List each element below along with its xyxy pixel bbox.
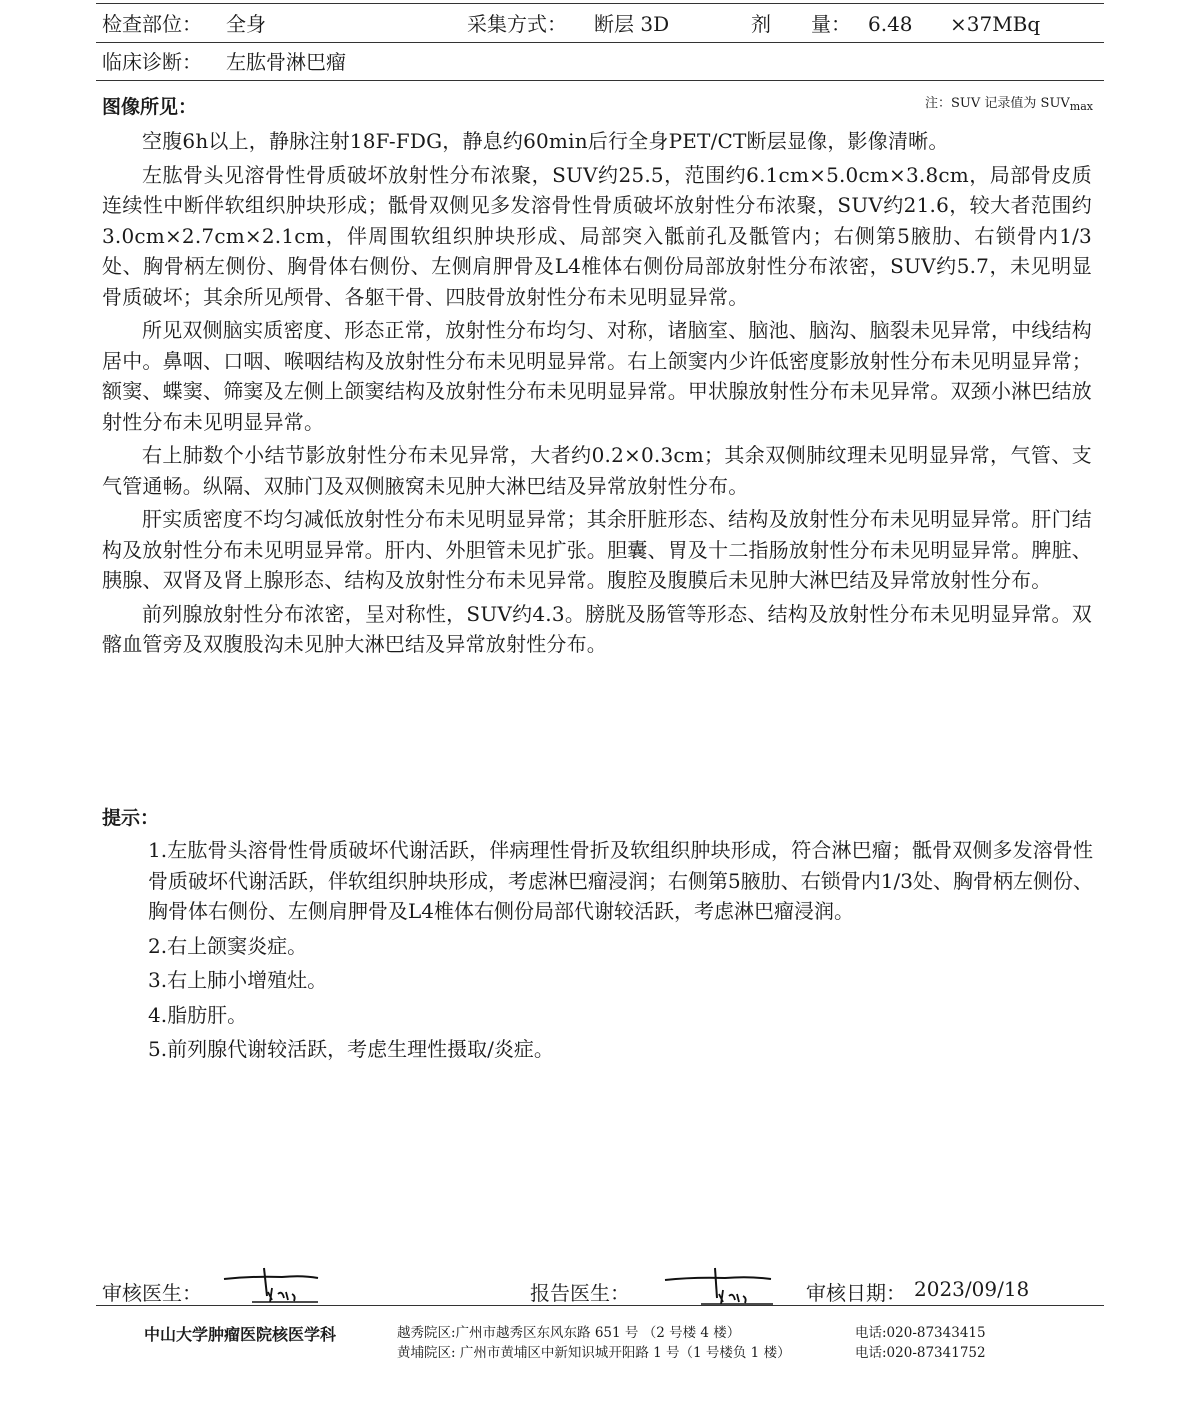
header-top-rule	[96, 3, 1104, 4]
exam-site-label: 检查部位：	[102, 12, 202, 36]
exam-site-value: 全身	[226, 12, 266, 36]
acquisition-label: 采集方式：	[467, 12, 567, 36]
hint-item: 4.脂肪肝。	[148, 1002, 248, 1027]
header-middle-rule	[96, 42, 1104, 43]
review-date-label: 审核日期：	[806, 1281, 906, 1305]
hint-item: 3.右上肺小增殖灶。	[148, 968, 328, 992]
dose-unit: ×37MBq	[950, 12, 1041, 36]
findings-paragraph: 左肱骨头见溶骨性骨质破坏放射性分布浓聚，SUV约25.5，范围约6.1cm×5.0cm×3.8cm，局部骨皮质连续性中断伴软组织肿块形成；骶骨双侧见多发溶骨性骨质破坏放射性分布浓聚，SUV约21.6，较大者范围约3.0cm×2.7cm×2.1cm，伴周围软组织肿块形成、局部突入骶前孔及骶管内；右侧第5腋肋、右锁骨内1/3处、胸骨柄左侧份、胸骨体右侧份、左侧肩胛骨及L4椎体右侧份局部放射性分布浓密，SUV约5.7，未见明显骨质破坏；其余所见颅骨、各躯干骨、四肢骨放射性分布未见明显异常。	[102, 162, 1092, 309]
campus2-address: 黄埔院区: 广州市黄埔区中新知识城开阳路 1 号（1 号楼负 1 楼）	[397, 1345, 791, 1361]
suv-note	[925, 92, 1093, 113]
hints-list	[148, 835, 1093, 1069]
findings-title: 图像所见：	[102, 96, 198, 118]
organization-name: 中山大学肿瘤医院核医学科	[144, 1325, 337, 1344]
campus1-address: 越秀院区:广州市越秀区东风东路 651 号 （2 号楼 4 楼）	[397, 1325, 741, 1341]
suv-note-subscript: max	[1069, 100, 1093, 113]
reporter-label: 报告医生：	[530, 1281, 630, 1305]
review-date-value: 2023/09/18	[914, 1277, 1030, 1301]
reviewer-label: 审核医生：	[102, 1281, 202, 1305]
findings-paragraph: 空腹6h以上，静脉注射18F-FDG，静息约60min后行全身PET/CT断层显像，影像清晰。	[142, 129, 949, 153]
hints-title: 提示：	[102, 807, 160, 829]
dose-label: 剂 量：	[751, 12, 851, 36]
acquisition-value: 断层 3D	[594, 12, 670, 36]
hint-item: 5.前列腺代谢较活跃，考虑生理性摄取/炎症。	[148, 1037, 554, 1061]
reporter-signature	[663, 1266, 775, 1308]
diagnosis-value: 左肱骨淋巴瘤	[226, 50, 346, 74]
findings-body	[102, 126, 1092, 663]
footer-rule	[96, 1305, 1104, 1306]
campus1-phone: 电话:020-87343415	[855, 1325, 986, 1341]
findings-paragraph: 所见双侧脑实质密度、形态正常，放射性分布均匀、对称，诸脑室、脑池、脑沟、脑裂未见异常，中线结构居中。鼻咽、口咽、喉咽结构及放射性分布未见明显异常。右上颌窦内少许低密度影放射性分布未见明显异常；额窦、蝶窦、筛窦及左侧上颌窦结构及放射性分布未见明显异常。甲状腺放射性分布未见异常。双颈小淋巴结放射性分布未见明显异常。	[102, 318, 1092, 434]
findings-paragraph: 前列腺放射性分布浓密，呈对称性，SUV约4.3。膀胱及肠管等形态、结构及放射性分布未见明显异常。双髂血管旁及双腹股沟未见肿大淋巴结及异常放射性分布。	[102, 601, 1092, 656]
hint-item: 1.左肱骨头溶骨性骨质破坏代谢活跃，伴病理性骨折及软组织肿块形成，符合淋巴瘤；骶骨双侧多发溶骨性骨质破坏代谢活跃，伴软组织肿块形成，考虑淋巴瘤浸润；右侧第5腋肋、右锁骨内1/3处、胸骨柄左侧份、胸骨体右侧份、左侧肩胛骨及L4椎体右侧份局部代谢较活跃，考虑淋巴瘤浸润。	[148, 838, 1093, 923]
campus2-phone: 电话:020-87341752	[855, 1345, 986, 1361]
diagnosis-label: 临床诊断：	[102, 50, 202, 74]
findings-paragraph: 右上肺数个小结节影放射性分布未见异常，大者约0.2×0.3cm；其余双侧肺纹理未见明显异常，气管、支气管通畅。纵隔、双肺门及双侧腋窝未见肿大淋巴结及异常放射性分布。	[102, 443, 1092, 498]
reviewer-signature	[222, 1266, 322, 1306]
header-bottom-rule	[96, 80, 1104, 81]
findings-paragraph: 肝实质密度不均匀减低放射性分布未见明显异常；其余肝脏形态、结构及放射性分布未见明显异常。肝门结构及放射性分布未见明显异常。肝内、外胆管未见扩张。胆囊、胃及十二指肠放射性分布未见明显异常。脾脏、胰腺、双肾及肾上腺形态、结构及放射性分布未见异常。腹腔及腹膜后未见肿大淋巴结及异常放射性分布。	[102, 507, 1092, 592]
dose-value: 6.48	[868, 12, 913, 36]
hint-item: 2.右上颌窦炎症。	[148, 933, 308, 958]
suv-note-text: 注：SUV 记录值为 SUV	[925, 96, 1070, 111]
